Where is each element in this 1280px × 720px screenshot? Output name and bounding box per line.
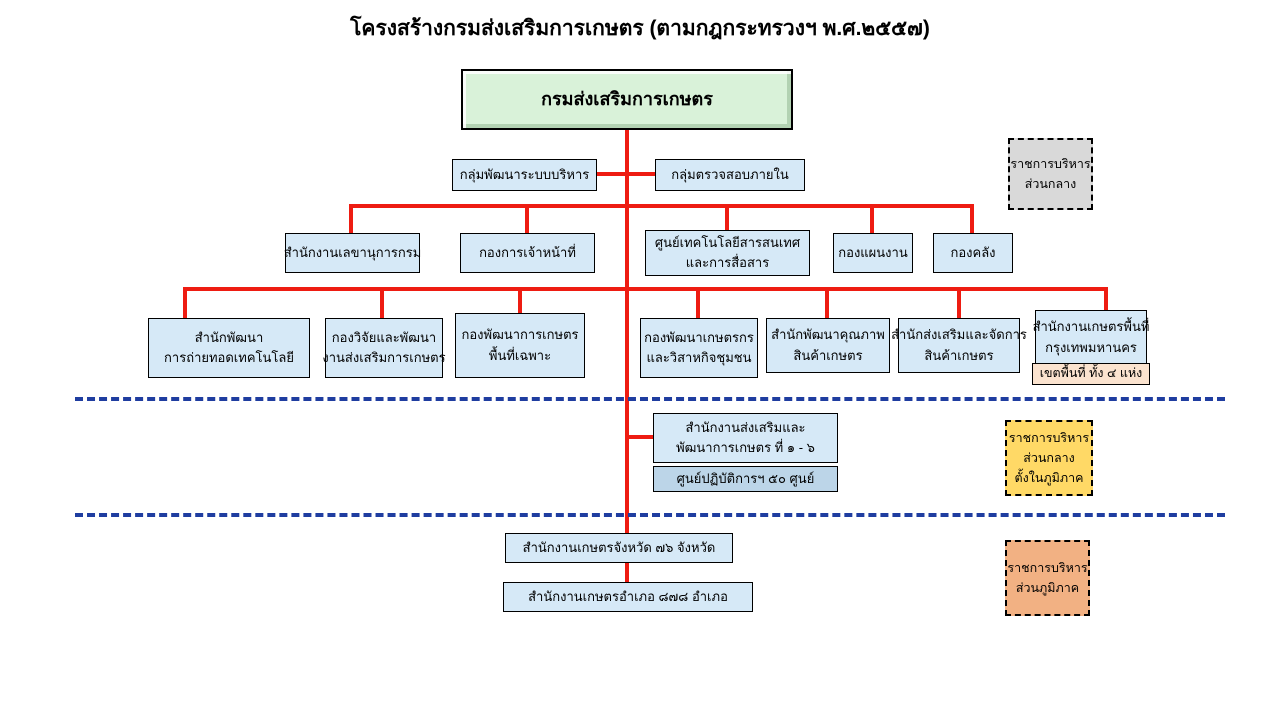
org-node-label: สินค้าเกษตร (793, 347, 863, 363)
org-node-label: กองพัฒนาเกษตรกร (644, 329, 754, 345)
org-node-label: งานส่งเสริมการเกษตร (322, 350, 446, 365)
org-node-label: พัฒนาการเกษตร ที่ ๑ - ๖ (676, 440, 815, 455)
legend-line: ส่วนภูมิภาค (1015, 581, 1080, 595)
org-node-bangkok-agricultural-office[interactable] (1032, 310, 1150, 365)
org-node-label: การถ่ายทอดเทคโนโลยี (164, 350, 294, 365)
connector-regional-stub (627, 435, 653, 439)
org-node-label: กรมส่งเสริมการเกษตร (541, 88, 713, 109)
org-node-label: ศูนย์เทคโนโลยีสารสนเทศ (654, 234, 801, 250)
org-node-technology-transfer-bureau[interactable] (148, 318, 310, 378)
org-node-research-development-division[interactable] (322, 318, 446, 378)
org-node-bangkok-area-sub[interactable] (1032, 363, 1150, 385)
org-node-label: กองแผนงาน (838, 244, 908, 260)
org-node-secretariat-office[interactable] (285, 233, 420, 273)
org-node-internal-audit-group[interactable] (655, 159, 805, 191)
divider-central-regional (75, 397, 1225, 401)
org-node-department[interactable] (461, 69, 793, 130)
org-node-label: เขตพื้นที่ ทั้ง ๔ แห่ง (1039, 366, 1143, 381)
org-node-label: สำนักงานเกษตรพื้นที่ (1032, 319, 1150, 335)
org-node-planning-division[interactable] (833, 233, 913, 273)
org-node-label: สำนักส่งเสริมและจัดการ (891, 327, 1027, 343)
connector-staff-horizontal (597, 172, 655, 176)
connector-level4-drop (380, 287, 384, 318)
org-node-label: สำนักงานส่งเสริมและ (685, 419, 806, 435)
connector-level3-drop (870, 204, 874, 233)
legend-line: ราชการบริหาร (1010, 157, 1091, 171)
org-node-district-offices[interactable] (503, 582, 753, 612)
connector-level3-horizontal (349, 204, 974, 208)
org-node-regional-promotion-office[interactable] (653, 413, 838, 463)
legend-line: ส่วนกลาง (1024, 177, 1077, 191)
legend-line: ราชการบริหาร (1008, 431, 1090, 445)
org-node-operation-centers[interactable] (653, 466, 838, 492)
org-node-ict-center[interactable] (645, 230, 810, 276)
org-node-product-promotion-management-bureau[interactable] (891, 318, 1027, 373)
org-node-finance-division[interactable] (933, 233, 1013, 273)
connector-level4-drop (183, 287, 187, 318)
org-node-label: สำนักงานเลขานุการกรม (283, 244, 422, 260)
org-node-provincial-offices[interactable] (505, 533, 733, 563)
connector-level3-drop (525, 204, 529, 233)
connector-level4-drop (957, 287, 961, 318)
org-node-product-quality-bureau[interactable] (766, 318, 890, 373)
connector-level4-drop (1104, 287, 1108, 310)
legend-provincial-administration (1005, 540, 1090, 616)
org-node-label: กองคลัง (950, 244, 996, 260)
org-node-label: สินค้าเกษตร (924, 347, 994, 363)
org-node-admin-development-group[interactable] (452, 159, 597, 191)
connector-level4-drop (696, 287, 700, 318)
legend-central-in-region (1005, 420, 1093, 496)
legend-line: ส่วนกลาง (1023, 451, 1075, 465)
connector-level3-drop (725, 204, 729, 230)
legend-central-administration (1008, 138, 1093, 210)
org-node-farmer-community-enterprise-division[interactable] (640, 318, 758, 378)
org-node-label: กรุงเทพมหานคร (1045, 339, 1137, 355)
connector-level3-drop (349, 204, 353, 233)
connector-trunk-vertical (625, 130, 629, 533)
org-node-label: กลุ่มตรวจสอบภายใน (671, 166, 789, 182)
org-node-label: กองวิจัยและพัฒนา (331, 329, 437, 345)
connector-level3-drop (970, 204, 974, 233)
page-title: โครงสร้างกรมส่งเสริมการเกษตร (ตามกฎกระทรวงฯ พ.ศ.๒๕๕๗) (350, 17, 930, 40)
legend-line: ตั้งในภูมิภาค (1014, 471, 1084, 485)
org-node-label: ศูนย์ปฏิบัติการฯ ๕๐ ศูนย์ (676, 470, 815, 486)
connector-level4-drop (825, 287, 829, 318)
org-node-label: กองการเจ้าหน้าที่ (479, 244, 576, 260)
org-node-personnel-division[interactable] (460, 233, 595, 273)
org-node-label: พื้นที่เฉพาะ (488, 347, 552, 363)
org-node-label: กองพัฒนาการเกษตร (461, 327, 579, 343)
org-node-specific-area-division[interactable] (455, 313, 585, 378)
connector-level4-drop (518, 287, 522, 313)
org-node-label: สำนักงานเกษตรอำเภอ ๘๗๘ อำเภอ (528, 588, 728, 604)
org-node-label: สำนักพัฒนา (194, 329, 264, 345)
org-node-label: สำนักงานเกษตรจังหวัด ๗๖ จังหวัด (522, 539, 716, 555)
legend-line: ราชการบริหาร (1007, 561, 1088, 575)
divider-regional-provincial (75, 513, 1225, 517)
org-node-label: และวิสาหกิจชุมชน (646, 350, 752, 365)
connector-level4-horizontal (183, 287, 1108, 291)
org-node-label: กลุ่มพัฒนาระบบบริหาร (459, 166, 590, 182)
connector-district-vertical (625, 563, 629, 582)
org-node-label: และการสื่อสาร (685, 255, 770, 270)
org-node-label: สำนักพัฒนาคุณภาพ (771, 327, 885, 343)
